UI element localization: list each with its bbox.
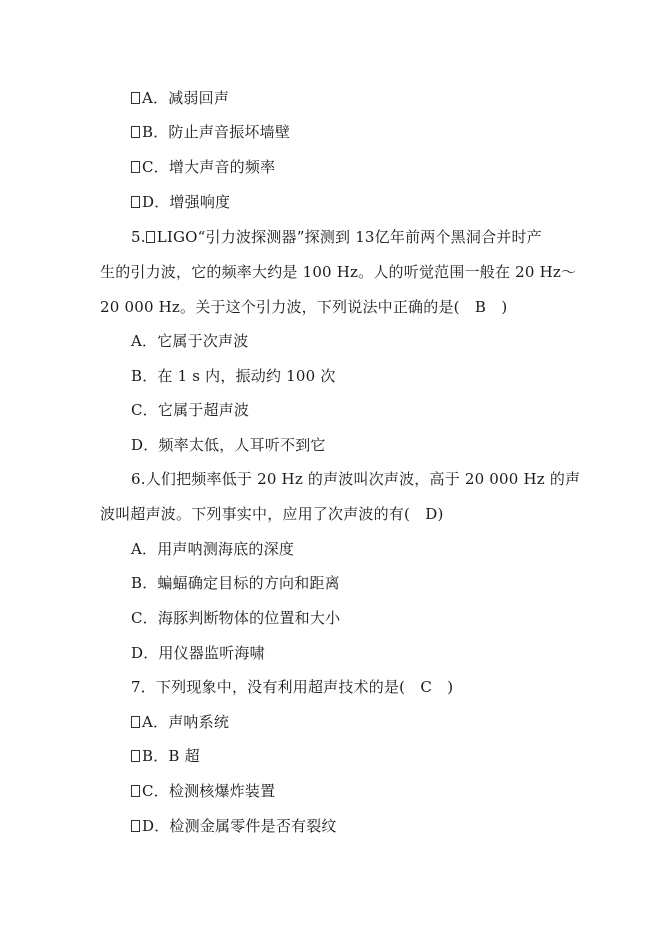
- missing-glyph-box-icon: [131, 126, 140, 138]
- q6-option-b: B．蝙蝠确定目标的方向和距离: [131, 574, 340, 592]
- q6-option-d: D．用仪器监听海啸: [131, 644, 265, 662]
- q6-option-c: C．海豚判断物体的位置和大小: [131, 609, 341, 627]
- q5-option-b: B．在 1 s 内，振动约 100 次: [131, 367, 336, 385]
- q5-stem-line-3: 20 000 Hz。关于这个引力波，下列说法中正确的是( B ): [100, 298, 508, 316]
- missing-glyph-box-icon: [131, 820, 140, 832]
- q5-stem-line-2: 生的引力波，它的频率大约是 100 Hz。人的听觉范围一般在 20 Hz～: [100, 263, 577, 281]
- missing-glyph-box-icon: [146, 231, 155, 243]
- q4-option-d: D．增强响度: [131, 192, 230, 212]
- q5-stem-line-1: 5. LIGO“引力波探测器”探测到 13亿年前两个黑洞合并时产: [131, 228, 542, 246]
- missing-glyph-box-icon: [131, 785, 140, 797]
- missing-glyph-box-icon: [131, 161, 140, 173]
- q7-option-d: D．检测金属零件是否有裂纹: [131, 816, 337, 836]
- q5-option-d: D．频率太低，人耳听不到它: [131, 436, 326, 454]
- q6-stem-line-1: 6.人们把频率低于 20 Hz 的声波叫次声波，高于 20 000 Hz 的声: [131, 470, 581, 488]
- q6-option-a: A．用声呐测海底的深度: [131, 540, 295, 558]
- missing-glyph-box-icon: [131, 92, 140, 104]
- q4-option-b: B．防止声音振坏墙壁: [131, 122, 290, 142]
- missing-glyph-box-icon: [131, 750, 140, 762]
- missing-glyph-box-icon: [131, 196, 140, 208]
- q4-option-c: C．增大声音的频率: [131, 157, 275, 177]
- q5-option-c: C．它属于超声波: [131, 401, 250, 419]
- q5-option-a: A．它属于次声波: [131, 332, 249, 350]
- missing-glyph-box-icon: [131, 716, 140, 728]
- q7-option-a: A．声呐系统: [131, 712, 229, 732]
- q7-stem: 7．下列现象中，没有利用超声技术的是( C ): [131, 678, 454, 696]
- q7-option-b: B．B 超: [131, 746, 200, 766]
- q4-option-a: A．减弱回声: [131, 88, 229, 108]
- q7-option-c: C．检测核爆炸装置: [131, 781, 275, 801]
- q6-stem-line-2: 波叫超声波。下列事实中，应用了次声波的有( D): [100, 505, 444, 523]
